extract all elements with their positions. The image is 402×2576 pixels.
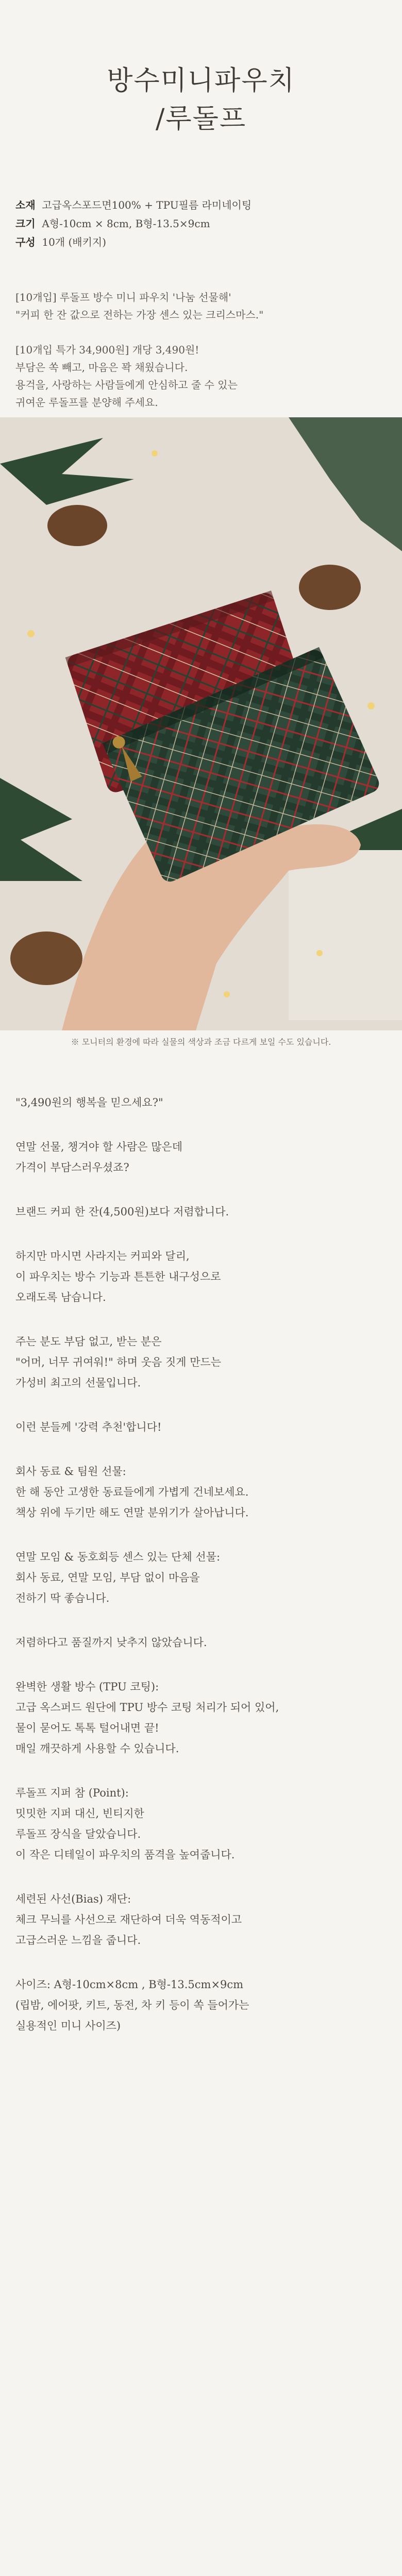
spec-list xyxy=(15,196,387,251)
product-title xyxy=(0,0,402,138)
intro-paragraph: "커피 한 잔 값으로 전하는 가장 센스 있는 크리스마스." xyxy=(15,309,264,321)
intro-paragraph: 귀여운 루돌프를 분양해 주세요. xyxy=(15,396,158,409)
spec-composition: 구성 10개 (배키지) xyxy=(15,236,107,248)
story-paragraph: 주는 분도 부담 없고, 받는 분은 "어머, 너무 귀여워!" 하며 웃음 짓게 만드는 가성비 최고의 선물입니다. xyxy=(15,1335,222,1389)
title-line1: 방수미니파우치 xyxy=(107,65,295,96)
title-line2: /루돌프 xyxy=(155,104,247,134)
product-story xyxy=(15,1092,387,2060)
story-paragraph: 하지만 마시면 사라지는 커피와 달리, 이 파우치는 방수 기능과 튼튼한 내구성으로 오래도록 남습니다. xyxy=(15,1250,221,1303)
photo-caption: ※ 모니터의 환경에 따라 실물의 색상과 조금 다르게 보일 수도 있습니다. xyxy=(71,1037,331,1047)
story-paragraph: "3,490원의 행복을 믿으세요?" xyxy=(15,1096,163,1109)
intro-paragraph: [10개입 특가 34,900원] 개당 3,490원! xyxy=(15,344,199,356)
story-paragraph: 브랜드 커피 한 잔(4,500원)보다 저렴합니다. xyxy=(15,1206,229,1218)
story-paragraph: 루돌프 지퍼 참 (Point): 밋밋한 지퍼 대신, 빈티지한 루돌프 장식을 달았습니다. 이 작은 디테일이 파우치의 품격을 높여줍니다. xyxy=(15,1787,235,1861)
intro-paragraph: 부담은 쏙 빼고, 마음은 꽉 채웠습니다. xyxy=(15,361,188,374)
intro-notice xyxy=(15,289,387,411)
product-photo xyxy=(0,417,402,1030)
story-paragraph: 세련된 사선(Bias) 재단: 체크 무늬를 사선으로 재단하여 더욱 역동적이고 고급스러운 느낌을 줍니다. xyxy=(15,1893,242,1946)
story-paragraph: 사이즈: A형-10cm×8cm , B형-13.5cm×9cm (립밤, 에어팟, 키트, 동전, 차 키 등이 쏙 들어가는 실용적인 미니 사이즈) xyxy=(15,1978,249,2032)
story-paragraph: 연말 모임 & 동호회등 센스 있는 단체 선물: 회사 동료, 연말 모임, 부담 없이 마음을 전하기 딱 좋습니다. xyxy=(15,1551,221,1604)
spec-size: 크기 A형-10cm × 8cm, B형-13.5×9cm xyxy=(15,217,210,230)
story-paragraph: 저렴하다고 품질까지 낮추지 않았습니다. xyxy=(15,1636,207,1649)
story-paragraph: 완벽한 생활 방수 (TPU 코팅): 고급 옥스퍼드 원단에 TPU 방수 코팅 처리가 되어 있어, 물이 묻어도 톡톡 털어내면 끝! 매일 깨끗하게 사용할 수 있습니다. xyxy=(15,1681,279,1755)
spec-material: 소재 고급옥스포드면100% + TPU필름 라미네이팅 xyxy=(15,199,252,211)
intro-paragraph xyxy=(15,324,387,341)
story-paragraph: 회사 동료 & 팀원 선물: 한 해 동안 고생한 동료들에게 가볍게 건네보세요. 책상 위에 두기만 해도 연말 분위기가 살아납니다. xyxy=(15,1465,249,1519)
product-photo-illustration xyxy=(0,417,402,1030)
intro-paragraph: [10개입] 루돌프 방수 미니 파우치 '나눔 선물해' xyxy=(15,291,231,303)
story-paragraph: 연말 선물, 챙겨야 할 사람은 많은데 가격이 부담스러우셨죠? xyxy=(15,1141,183,1174)
intro-paragraph: 용걱을, 사랑하는 사람들에게 안심하고 줄 수 있는 xyxy=(15,379,238,391)
story-paragraph: 이런 분들께 '강력 추천'합니다! xyxy=(15,1421,162,1433)
